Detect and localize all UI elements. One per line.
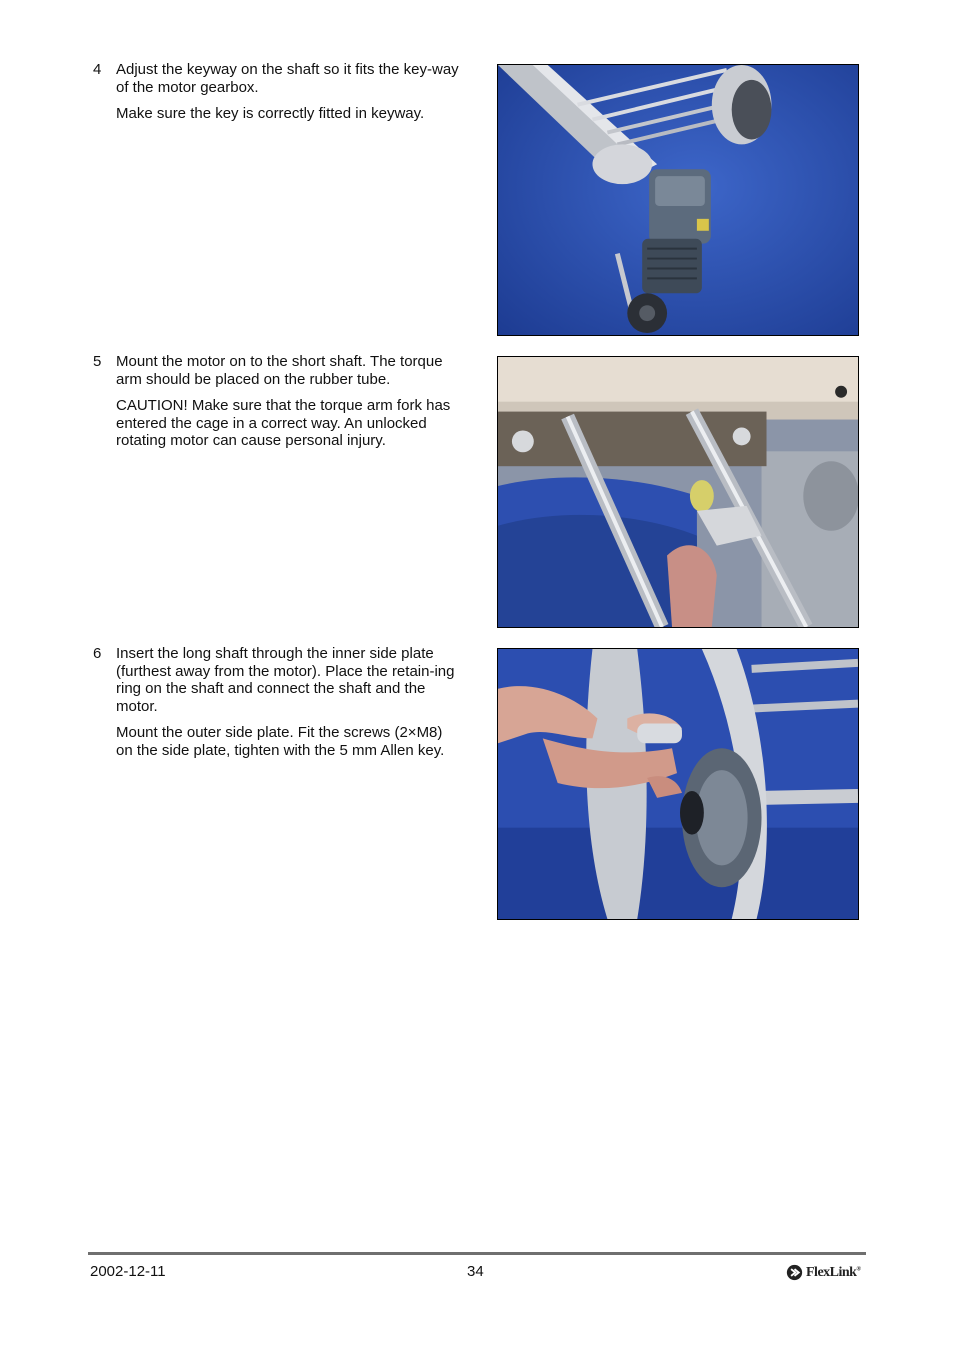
flexlink-logo-icon xyxy=(786,1264,803,1281)
photo-torque-arm xyxy=(497,356,859,628)
step-paragraph: Mount the motor on to the short shaft. The torque arm should be placed on the rubber tube. xyxy=(116,353,443,388)
torque-arm-illustration xyxy=(498,357,858,627)
side-plate-illustration xyxy=(498,649,858,919)
step-6 xyxy=(93,645,463,769)
photo-motor-gearbox xyxy=(497,64,859,336)
step-paragraph: Make sure the key is correctly fitted in keyway. xyxy=(116,105,425,123)
step-paragraph: Insert the long shaft through the inner side plate (furthest away from the motor). Place the retain-ing ring on the shaft and connect the shaft and the motor. xyxy=(116,645,455,715)
step-5 xyxy=(93,353,463,459)
logo-wordmark: FlexLink® xyxy=(806,1264,861,1280)
step-number: 4 xyxy=(93,61,102,78)
step-paragraph: CAUTION! Make sure that the torque arm fork has entered the cage in a correct way. An unlocked rotating motor can cause personal injury. xyxy=(116,397,451,450)
photo-side-plate xyxy=(497,648,859,920)
motor-gearbox-illustration xyxy=(498,65,858,335)
flexlink-logo xyxy=(786,1264,860,1281)
step-number: 6 xyxy=(93,645,102,662)
footer-rule xyxy=(88,1252,866,1255)
page-number: 34 xyxy=(467,1263,484,1280)
step-number: 5 xyxy=(93,353,102,370)
step-paragraph: Mount the outer side plate. Fit the screws (2×M8) on the side plate, tighten with the 5 mm Allen key. xyxy=(116,724,445,759)
step-paragraph: Adjust the keyway on the shaft so it fits the key-way of the motor gearbox. xyxy=(116,61,459,96)
footer-date: 2002-12-11 xyxy=(90,1263,166,1280)
step-4 xyxy=(93,61,463,132)
